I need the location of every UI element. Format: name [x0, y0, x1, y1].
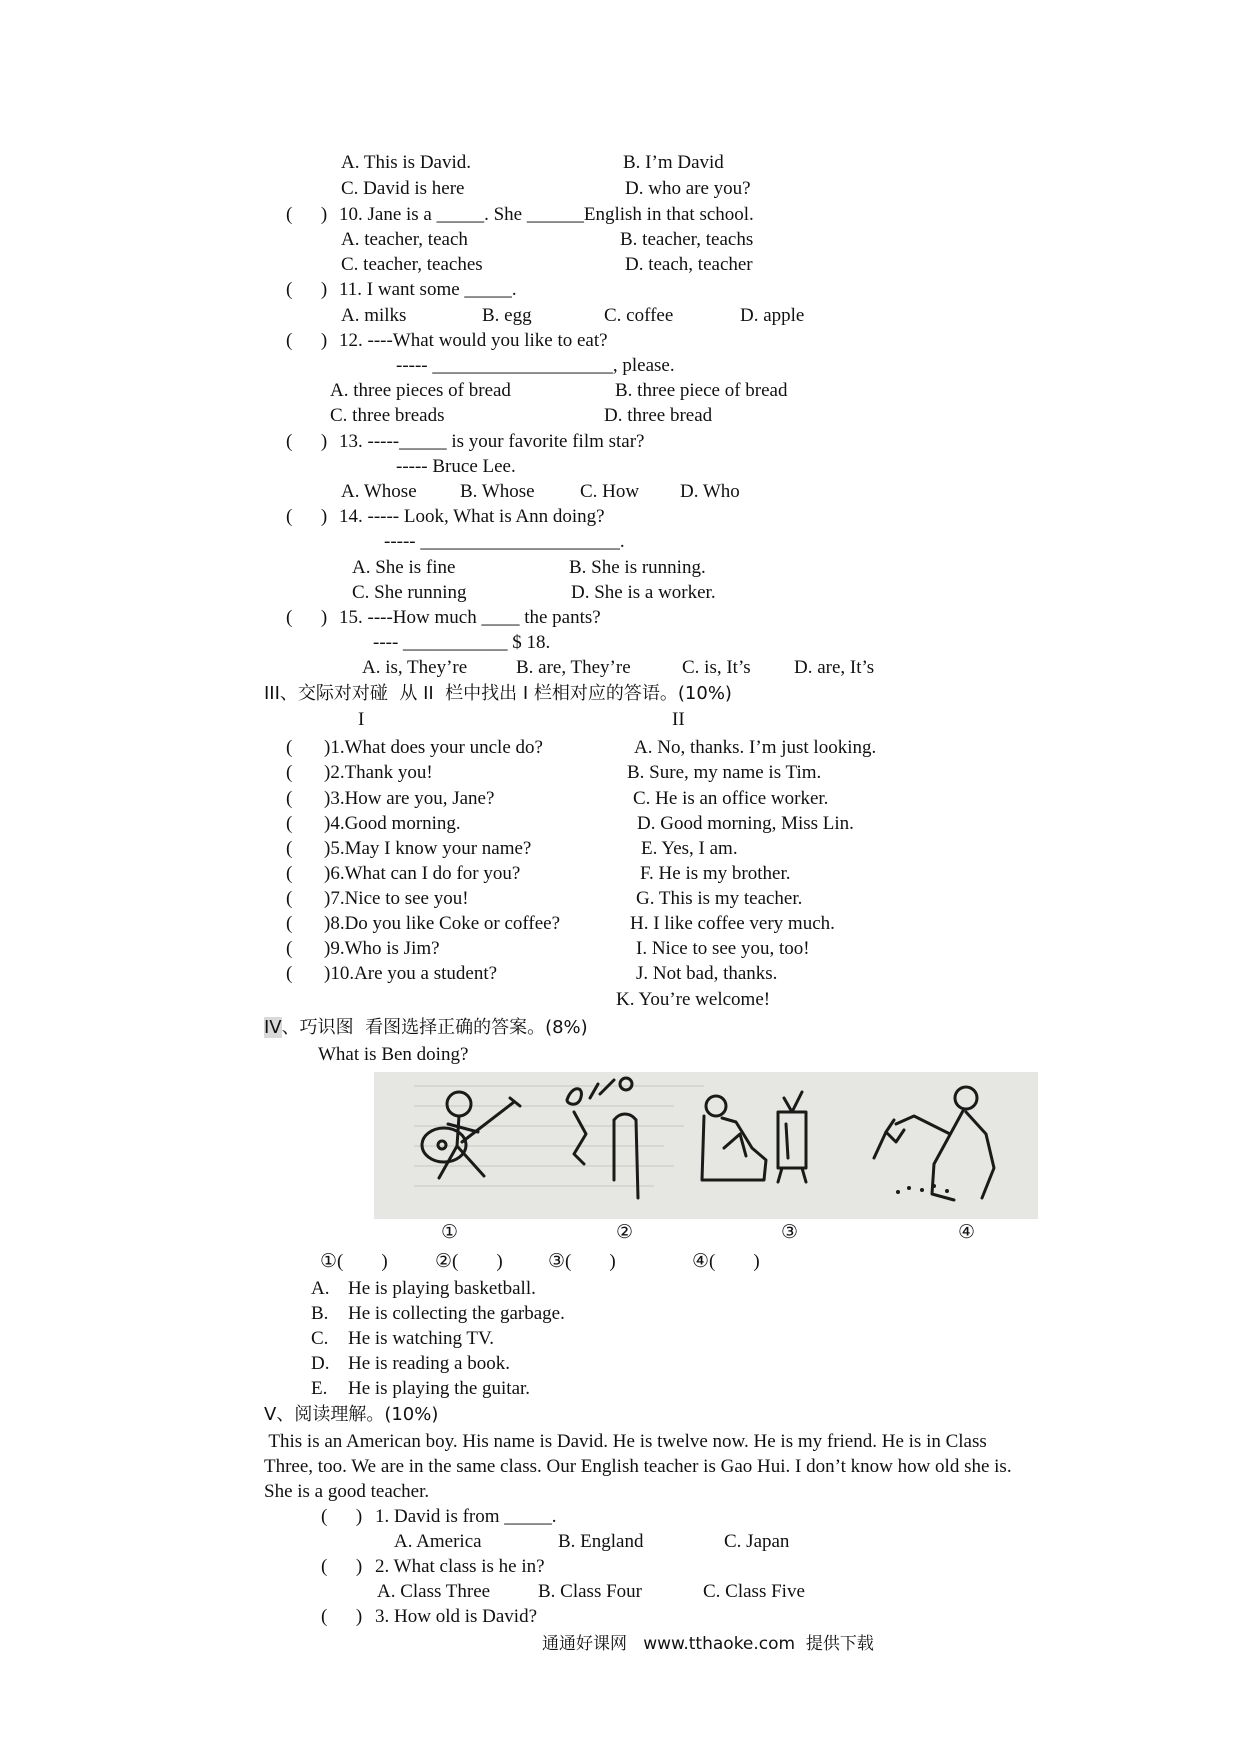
- q15-option-a: A. is, They’re: [362, 657, 468, 678]
- picture-answer-slot-1: ①( ): [320, 1251, 388, 1272]
- reading-q1-option-c: C. Japan: [724, 1531, 790, 1552]
- match-paren: (: [286, 863, 293, 884]
- passage-line-3: She is a good teacher.: [264, 1481, 430, 1502]
- q12-option-c: C. three breads: [330, 405, 445, 426]
- match-paren: (: [286, 737, 293, 758]
- match-question: )8.Do you like Coke or coffee?: [324, 913, 561, 934]
- match-extra-answer: K. You’re welcome!: [616, 989, 771, 1010]
- picture-answer-slot-3: ③( ): [548, 1251, 616, 1272]
- reading-q1-stem: 1. David is from _____.: [375, 1506, 557, 1527]
- q13-answer-line: ----- Bruce Lee.: [396, 456, 516, 477]
- q11-answer-paren: ( ): [286, 279, 328, 300]
- q14-option-a: A. She is fine: [352, 557, 456, 578]
- q13-option-a: A. Whose: [341, 481, 417, 502]
- picture-option-text: He is reading a book.: [348, 1353, 510, 1374]
- match-answer: A. No, thanks. I’m just looking.: [634, 737, 877, 758]
- q15-stem: 15. ----How much ____ the pants?: [339, 607, 601, 628]
- q14-answer-paren: ( ): [286, 506, 328, 527]
- section4-question: What is Ben doing?: [318, 1044, 469, 1065]
- q13-option-c: C. How: [580, 481, 640, 502]
- picture-answer-slot-4: ④( ): [692, 1251, 760, 1272]
- q10-option-c: C. teacher, teaches: [341, 254, 483, 275]
- section5-title: V、阅读理解。(10%): [264, 1404, 439, 1425]
- match-question: )5.May I know your name?: [324, 838, 532, 859]
- match-paren: (: [286, 913, 293, 934]
- match-answer: E. Yes, I am.: [641, 838, 738, 859]
- q11-stem: 11. I want some _____.: [339, 279, 517, 300]
- q13-option-b: B. Whose: [460, 481, 535, 502]
- page-footer: 通通好课网 www.tthaoke.com 提供下载: [542, 1634, 874, 1654]
- section4-title-number: IV: [264, 1017, 282, 1038]
- match-answer: D. Good morning, Miss Lin.: [637, 813, 854, 834]
- section3-title: III、交际对对碰 从 II 栏中找出 I 栏相对应的答语。(10%): [264, 683, 732, 704]
- q15-option-b: B. are, They’re: [516, 657, 631, 678]
- q13-option-d: D. Who: [680, 481, 740, 502]
- match-answer: J. Not bad, thanks.: [636, 963, 778, 984]
- reading-q3-paren: ( ): [321, 1606, 363, 1627]
- section3-column-i-header: I: [358, 709, 365, 730]
- picture-option-letter: D.: [311, 1353, 330, 1374]
- match-question: )9.Who is Jim?: [324, 938, 440, 959]
- q12-option-a: A. three pieces of bread: [330, 380, 511, 401]
- picture-label-3: ③: [781, 1222, 799, 1243]
- q15-answer-line: ---- ___________ $ 18.: [373, 632, 551, 653]
- match-question: )10.Are you a student?: [324, 963, 498, 984]
- passage-line-1: This is an American boy. His name is David. He is twelve now. He is my friend. He is in Class: [264, 1431, 987, 1452]
- q14-option-b: B. She is running.: [569, 557, 706, 578]
- match-paren: (: [286, 938, 293, 959]
- match-question: )2.Thank you!: [324, 762, 433, 783]
- section4-title-text: 、巧识图 看图选择正确的答案。(8%): [281, 1017, 588, 1038]
- reading-q2-option-c: C. Class Five: [703, 1581, 805, 1602]
- q14-option-d: D. She is a worker.: [571, 582, 716, 603]
- match-question: )4.Good morning.: [324, 813, 461, 834]
- q10-answer-paren: ( ): [286, 204, 328, 225]
- passage-line-2: Three, too. We are in the same class. Our English teacher is Gao Hui. I don’t know how old she is.: [264, 1456, 1012, 1477]
- q11-option-a: A. milks: [341, 305, 407, 326]
- reading-q3-stem: 3. How old is David?: [375, 1606, 538, 1627]
- q14-option-c: C. She running: [352, 582, 467, 603]
- activity-sketches-picture: [374, 1072, 1038, 1219]
- match-question: )7.Nice to see you!: [324, 888, 469, 909]
- q11-option-b: B. egg: [482, 305, 532, 326]
- match-answer: H. I like coffee very much.: [630, 913, 835, 934]
- q10-option-d: D. teach, teacher: [625, 254, 753, 275]
- picture-option-letter: B.: [311, 1303, 329, 1324]
- reading-q1-paren: ( ): [321, 1506, 363, 1527]
- picture-option-text: He is playing the guitar.: [348, 1378, 531, 1399]
- picture-option-letter: E.: [311, 1378, 328, 1399]
- reading-q2-option-b: B. Class Four: [538, 1581, 642, 1602]
- match-paren: (: [286, 963, 293, 984]
- reading-q1-option-a: A. America: [394, 1531, 482, 1552]
- match-question: )1.What does your uncle do?: [324, 737, 543, 758]
- q15-answer-paren: ( ): [286, 607, 328, 628]
- picture-option-text: He is collecting the garbage.: [348, 1303, 565, 1324]
- picture-option-text: He is playing basketball.: [348, 1278, 536, 1299]
- match-paren: (: [286, 788, 293, 809]
- q15-option-d: D. are, It’s: [794, 657, 875, 678]
- match-answer: F. He is my brother.: [640, 863, 791, 884]
- q10-option-b: B. teacher, teachs: [620, 229, 754, 250]
- q9-option-a: A. This is David.: [341, 152, 472, 173]
- q13-stem: 13. -----_____ is your favorite film star?: [339, 431, 645, 452]
- q12-option-d: D. three bread: [604, 405, 713, 426]
- reading-q2-stem: 2. What class is he in?: [375, 1556, 545, 1577]
- match-paren: (: [286, 813, 293, 834]
- picture-option-letter: C.: [311, 1328, 329, 1349]
- picture-answer-slot-2: ②( ): [435, 1251, 503, 1272]
- match-paren: (: [286, 838, 293, 859]
- q10-stem: 10. Jane is a _____. She ______English in that school.: [339, 204, 754, 225]
- picture-option-letter: A.: [311, 1278, 330, 1299]
- q14-answer-line: ----- _____________________.: [384, 531, 625, 552]
- picture-option-text: He is watching TV.: [348, 1328, 495, 1349]
- q11-option-c: C. coffee: [604, 305, 674, 326]
- match-answer: C. He is an office worker.: [633, 788, 829, 809]
- q9-option-d: D. who are you?: [625, 178, 751, 199]
- section4-title: [264, 1016, 588, 1040]
- q9-option-b: B. I’m David: [623, 152, 724, 173]
- match-question: )6.What can I do for you?: [324, 863, 521, 884]
- q13-answer-paren: ( ): [286, 431, 328, 452]
- match-paren: (: [286, 762, 293, 783]
- picture-label-4: ④: [958, 1222, 976, 1243]
- reading-q1-option-b: B. England: [558, 1531, 644, 1552]
- section3-column-ii-header: II: [672, 709, 685, 730]
- match-answer: I. Nice to see you, too!: [636, 938, 810, 959]
- q14-stem: 14. ----- Look, What is Ann doing?: [339, 506, 605, 527]
- match-paren: (: [286, 888, 293, 909]
- reading-q2-option-a: A. Class Three: [377, 1581, 491, 1602]
- q9-option-c: C. David is here: [341, 178, 465, 199]
- q10-option-a: A. teacher, teach: [341, 229, 468, 250]
- picture-label-1: ①: [441, 1222, 459, 1243]
- q11-option-d: D. apple: [740, 305, 805, 326]
- q12-option-b: B. three piece of bread: [615, 380, 788, 401]
- match-answer: B. Sure, my name is Tim.: [627, 762, 822, 783]
- q12-stem: 12. ----What would you like to eat?: [339, 330, 608, 351]
- reading-q2-paren: ( ): [321, 1556, 363, 1577]
- q15-option-c: C. is, It’s: [682, 657, 751, 678]
- picture-label-2: ②: [616, 1222, 634, 1243]
- match-answer: G. This is my teacher.: [636, 888, 803, 909]
- q12-answer-paren: ( ): [286, 330, 328, 351]
- match-question: )3.How are you, Jane?: [324, 788, 495, 809]
- q12-answer-line: ----- ___________________, please.: [396, 355, 675, 376]
